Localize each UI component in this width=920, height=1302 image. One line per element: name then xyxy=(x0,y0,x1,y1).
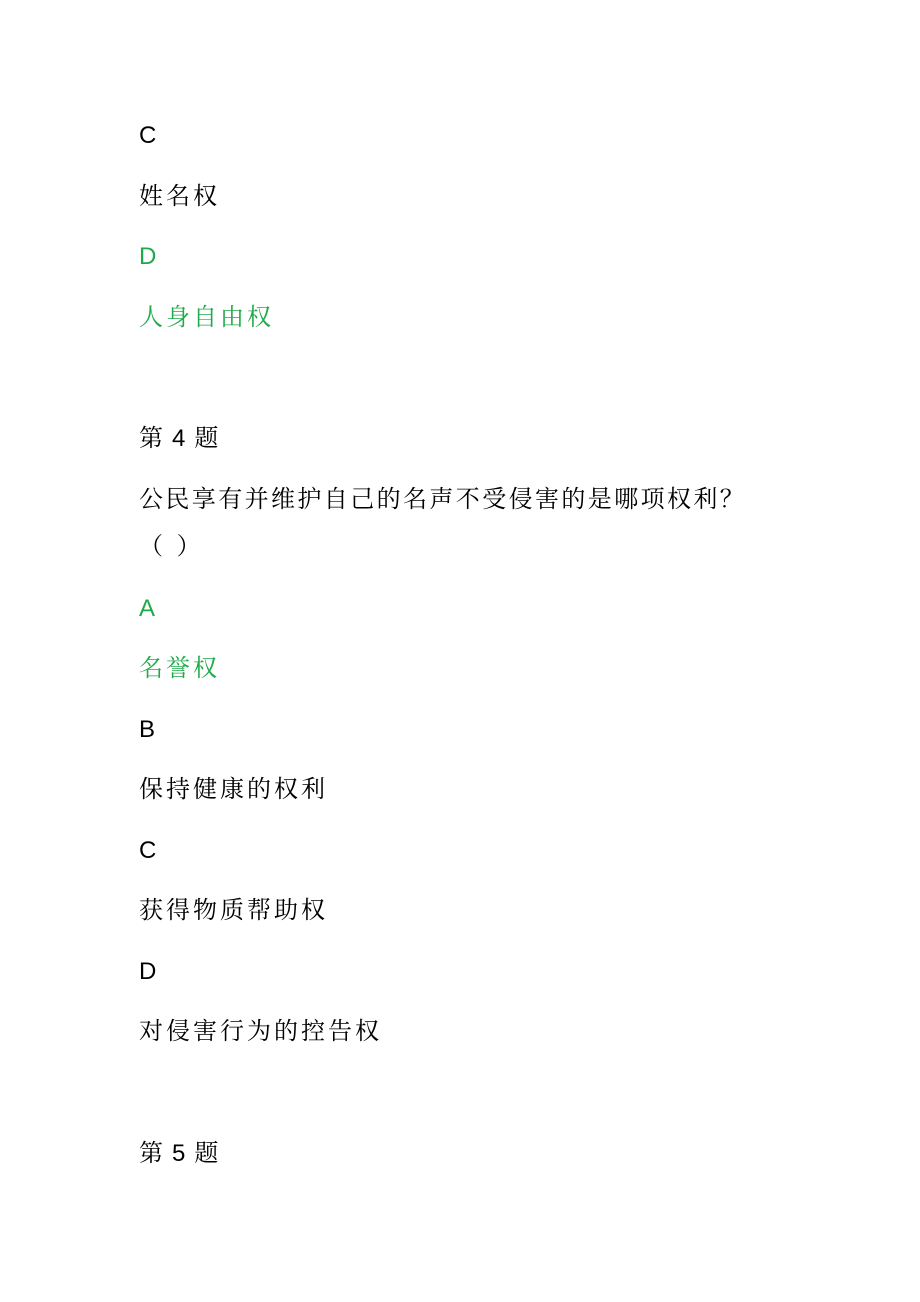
q4-heading xyxy=(139,422,221,455)
q4-answer-blank: （ ） xyxy=(139,532,204,560)
q5-heading xyxy=(139,1137,221,1170)
q4-number: 4 xyxy=(172,425,189,452)
q4-option-b-letter: B xyxy=(139,716,156,743)
q5-suffix: 题 xyxy=(194,1139,222,1167)
q5-prefix: 第 xyxy=(139,1139,166,1167)
q4-option-d-letter: D xyxy=(139,958,157,985)
q4-option-c-letter: C xyxy=(139,837,157,864)
q3-option-d-letter: D xyxy=(139,243,157,270)
q3-option-c-letter: C xyxy=(139,122,157,149)
q4-prefix: 第 xyxy=(139,424,166,452)
q4-option-a-letter: A xyxy=(139,595,156,622)
q3-option-c-text: 姓名权 xyxy=(139,182,220,210)
q4-option-c-text: 获得物质帮助权 xyxy=(139,896,328,924)
q3-option-d-text: 人身自由权 xyxy=(139,303,274,331)
q4-question-text: 公民享有并维护自己的名声不受侵害的是哪项权利？ xyxy=(139,485,747,513)
q4-option-b-text: 保持健康的权利 xyxy=(139,775,328,803)
q4-option-d-text: 对侵害行为的控告权 xyxy=(139,1017,382,1045)
q5-number: 5 xyxy=(172,1140,189,1167)
q4-suffix: 题 xyxy=(194,424,222,452)
q4-option-a-text: 名誉权 xyxy=(139,654,220,682)
